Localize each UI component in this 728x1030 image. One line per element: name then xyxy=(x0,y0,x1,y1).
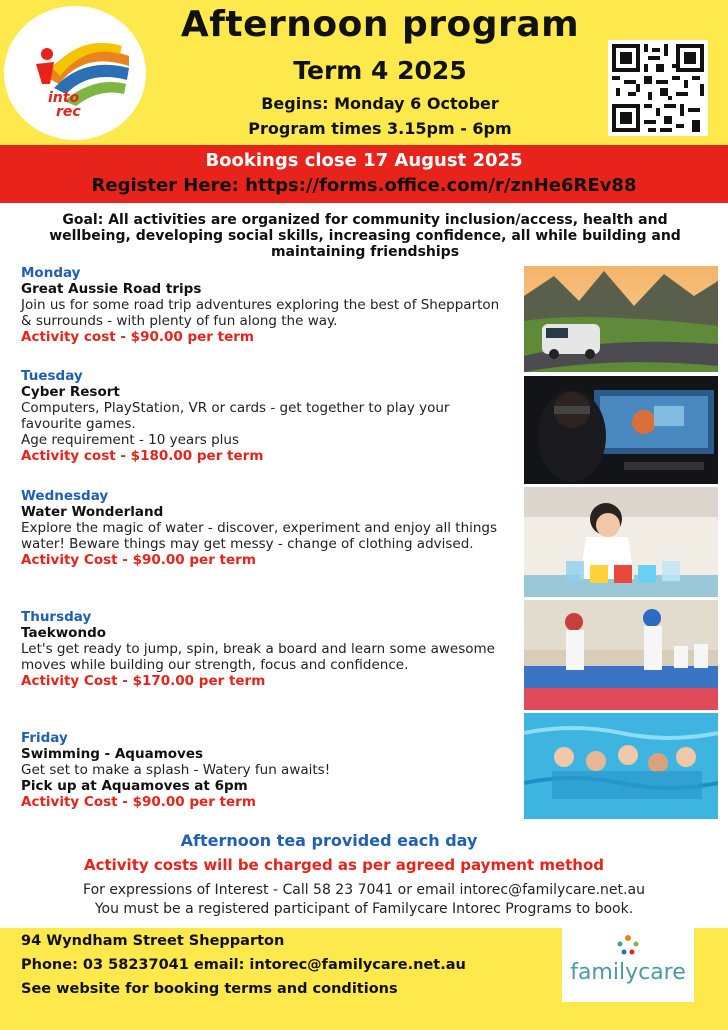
activity-day: Tuesday xyxy=(21,368,83,384)
activity-day: Friday xyxy=(21,730,68,746)
activity-name: Water Wonderland xyxy=(21,504,164,520)
program-times: Program times 3.15pm - 6pm xyxy=(248,119,512,138)
interest-info xyxy=(0,881,728,919)
activity-cost: Activity cost - $180.00 per term xyxy=(21,448,264,464)
bookings-close: Bookings close 17 August 2025 xyxy=(205,150,523,171)
activity-cost: Activity Cost - $90.00 per term xyxy=(21,794,256,810)
familycare-logo-icon xyxy=(562,928,694,962)
payment-note: Activity costs will be charged as per agreed payment method xyxy=(83,856,605,874)
register-link[interactable]: Register Here: https://forms.office.com/r/znHe6REv88 xyxy=(91,175,637,196)
water-experiment-image xyxy=(524,487,718,597)
activity-cost: Activity cost - $90.00 per term xyxy=(21,329,254,345)
road-trip-photo xyxy=(524,266,718,372)
activity-thursday xyxy=(21,609,513,689)
intorec-logo xyxy=(4,6,146,140)
water-photo xyxy=(524,487,718,597)
activity-description: Computers, PlayStation, VR or cards - get together to play your favourite games. xyxy=(21,400,450,432)
interest-contact: For expressions of Interest - Call 58 23 7041 or email intorec@familycare.net.au xyxy=(83,882,645,898)
swimming-photo xyxy=(524,713,718,819)
qr-code-icon xyxy=(608,40,708,136)
svg-text:rec: rec xyxy=(56,104,81,120)
activity-monday xyxy=(21,265,513,345)
activity-tuesday xyxy=(21,368,513,464)
footer-address: 94 Wyndham Street Shepparton xyxy=(21,933,285,949)
activity-cost: Activity Cost - $170.00 per term xyxy=(21,673,266,689)
familycare-logo xyxy=(562,928,694,1002)
activity-name: Swimming - Aquamoves xyxy=(21,746,204,762)
activity-wednesday xyxy=(21,488,513,568)
campervan-image xyxy=(524,266,718,372)
term-heading: Term 4 2025 xyxy=(293,56,467,85)
activity-description: Let's get ready to jump, spin, break a board and learn some awesome moves while building our strength, focus and confidence. xyxy=(21,641,495,673)
taekwondo-photo xyxy=(524,600,718,710)
activity-name: Taekwondo xyxy=(21,625,107,641)
registration-requirement: You must be a registered participant of Familycare Intorec Programs to book. xyxy=(94,901,634,917)
begins-date: Begins: Monday 6 October xyxy=(261,94,499,113)
activity-day: Wednesday xyxy=(21,488,109,504)
age-requirement: Age requirement - 10 years plus xyxy=(21,432,239,448)
afternoon-tea-note: Afternoon tea provided each day xyxy=(180,831,478,850)
page-title: Afternoon program xyxy=(180,4,580,45)
activity-description: Get set to make a splash - Watery fun awaits! xyxy=(21,762,331,778)
activity-friday xyxy=(21,730,513,810)
intorec-logo-graphic xyxy=(4,6,146,140)
activity-description: Explore the magic of water - discover, experiment and enjoy all things water! Beware things may get messy - change of clothing advised. xyxy=(21,520,498,552)
activity-day: Monday xyxy=(21,265,81,281)
footer-website-note: See website for booking terms and conditions xyxy=(21,981,398,997)
gaming-photo xyxy=(524,376,718,484)
gamer-image xyxy=(524,376,718,484)
swimmers-image xyxy=(524,713,718,819)
familycare-wordmark: familycare xyxy=(570,960,686,985)
footer-contact: Phone: 03 58237041 email: intorec@familycare.net.au xyxy=(21,957,466,973)
goal-statement: Goal: All activities are organized for community inclusion/access, health and wellbeing, developing social skills, increasing confidence, all while building and maintaining friendships xyxy=(49,212,681,260)
taekwondo-image xyxy=(524,600,718,710)
pickup-note: Pick up at Aquamoves at 6pm xyxy=(21,778,248,794)
activity-day: Thursday xyxy=(21,609,92,625)
activity-description: Join us for some road trip adventures exploring the best of Shepparton & surrounds - with plenty of fun along the way. xyxy=(21,297,500,329)
intorec-logo-wordmark: into xyxy=(48,90,80,106)
activity-name: Cyber Resort xyxy=(21,384,120,400)
qr-code[interactable] xyxy=(608,40,708,136)
activity-name: Great Aussie Road trips xyxy=(21,281,202,297)
activity-cost: Activity Cost - $90.00 per term xyxy=(21,552,256,568)
